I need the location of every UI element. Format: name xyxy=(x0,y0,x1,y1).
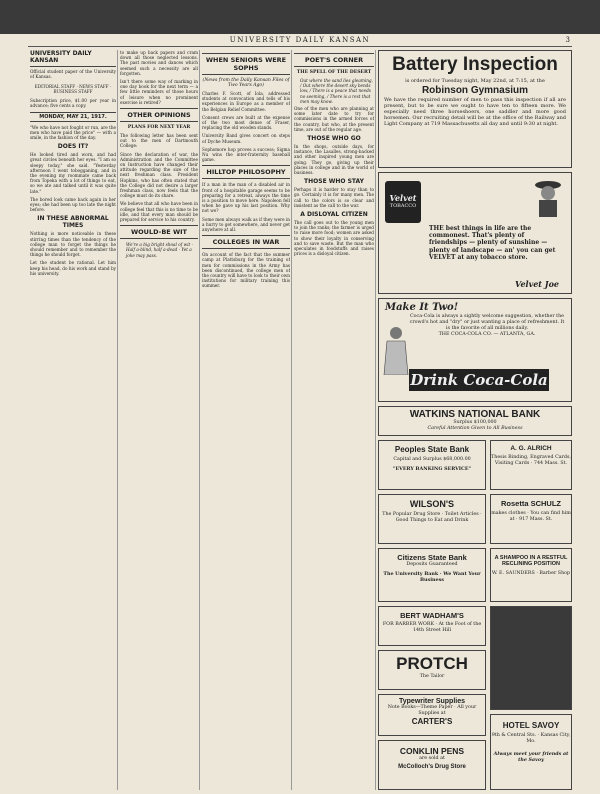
wadhams-line: FOR BARBER WORK · At the Foot of the 14th Street Hill xyxy=(382,622,482,633)
staff-list: EDITORIAL STAFF · NEWS STAFF · BUSINESS STAFF xyxy=(34,83,112,94)
conklin-line: are sold at xyxy=(419,756,445,761)
wadhams-title: BERT WADHAM'S xyxy=(400,611,464,620)
paragraph: On account of the fact that the summer camp at Plattsburg for the training of men for commissions in the Army has been discontinued, the college men of the country will have to look to their own institutions for military training this summer. xyxy=(202,252,290,289)
peoples-sub: "EVERY BANKING SERVICE" xyxy=(392,466,472,472)
paragraph: The bored look came back again in her eyes; she had been up too late the night before. xyxy=(30,196,116,213)
paragraph: In the shops, outside days, for instance, the Lasalles, strong-backed and other inspired young men are going. They go, giving up their places in college and in the world of business. xyxy=(294,144,374,176)
column-3 xyxy=(202,50,290,790)
typewriter-title: Typewriter Supplies xyxy=(399,698,465,705)
ads-area xyxy=(378,50,572,790)
headline-poets-corner: POET'S CORNER xyxy=(294,53,374,67)
paragraph: Isn't there some way of marking in one day book for the next term — a few little reminders of those hours of leisure when no prominent exercise is retired? xyxy=(120,79,198,105)
woman-illustration-icon xyxy=(383,325,409,375)
coke-banner: Drink Coca-Cola xyxy=(410,371,548,389)
issue-date: MONDAY, MAY 21, 1917. xyxy=(30,112,116,122)
battery-title: Battery Inspection xyxy=(392,54,558,75)
velvet-signature: Velvet Joe xyxy=(514,279,559,289)
conklin-pens-ad xyxy=(378,740,486,790)
headline-seniors-sophs: WHEN SENIORS WERE SOPHS xyxy=(202,53,290,75)
peoples-title: Peoples State Bank xyxy=(394,445,470,454)
savoy-line: 9th & Central Sts. · Kansas City, Mo. xyxy=(491,733,571,744)
watkins-sub: Careful Attention Given to All Business xyxy=(427,426,523,431)
photo-ad-dark xyxy=(490,606,572,710)
shampoo-ad xyxy=(490,548,572,602)
paragraph: The following letter has been sent out to the men of Dartmouth College: xyxy=(120,133,198,149)
paragraph: He looked tired and worn, and had great circles beneath her eyes. "I am so sleepy today," she said. "Yesterday afternoon I went tobogganing, and in the evening my roommate came back from Topeka with a lot of things to eat, so we ate and talked until it was quite late." xyxy=(30,152,116,194)
paragraph: Charles F. Scott, of Iola, addressed students at convocation and tells of his experiences in Europe as a member of the Belgian Relief Committee. xyxy=(202,91,290,112)
subscription-text: Subscription price, $1.00 per year in advance; five cents a copy. xyxy=(30,98,116,109)
peoples-bank-ad xyxy=(378,440,486,490)
typewriter-supplies-ad xyxy=(378,694,486,736)
poem: We're a big bright shoal of wit · Half a-blind, half a-dead · Yet a joke may pass. xyxy=(126,242,193,258)
poem: Out where the sand lies gleaming, / Out where the desert sky bends low, / There is a peace that needs no seeming, / There is a rest that men may know. xyxy=(300,78,373,104)
headline-those-who-stay: THOSE WHO STAY xyxy=(304,178,364,186)
dark-top-band xyxy=(0,0,600,34)
wadhams-barber-ad xyxy=(378,606,486,646)
wilsons-title: WILSON'S xyxy=(409,499,455,509)
subhead-plans: PLANS FOR NEXT YEAR xyxy=(127,125,191,131)
wilsons-line: The Popular Drug Store · Toilet Articles · Good Things to Eat and Drink xyxy=(382,512,482,523)
savoy-title: HOTEL SAVOY xyxy=(502,721,560,730)
battery-body: We have the required number of men to pass this inspection if all are present, but to be sure we ought to have ten to fifteen more. We especially need three horseshoers, one saddler and more good horsemen. Our recruiting detail will be at the office of the Railway and Light Company at 719 Massachusetts all day and until 9:30 at night. xyxy=(384,97,566,127)
coca-cola-ad xyxy=(378,298,572,402)
watkins-line: Surplus $100,000 xyxy=(453,420,497,425)
citizens-line: Deposits Guaranteed xyxy=(406,562,458,567)
nameplate: UNIVERSITY DAILY KANSAN xyxy=(30,50,116,67)
paragraph: Some men always walk as if they were in a hurry to get somewhere, and never get anywhere at all. xyxy=(202,216,290,233)
column-1 xyxy=(30,50,116,790)
schulz-line: makes clothes · You can find him at · 917 Mass. St. xyxy=(491,511,571,522)
shampoo-title: A SHAMPOO IN A RESTFUL RECLINING POSITION xyxy=(494,555,568,567)
running-head: UNIVERSITY DAILY KANSAN xyxy=(229,36,371,44)
coke-headline: Make It Two! xyxy=(385,302,459,313)
page-number: 3 xyxy=(565,36,570,44)
column-2 xyxy=(120,50,198,790)
conklin-sub: McColloch's Drug Store xyxy=(398,764,466,770)
headline-disloyal-citizen: A DISLOYAL CITIZEN xyxy=(300,211,368,219)
velvet-joe-portrait-icon xyxy=(533,177,563,217)
coke-company: THE COCA-COLA CO. — ATLANTA, GA. xyxy=(438,332,536,338)
watkins-bank-ad xyxy=(378,406,572,436)
headline-hilltop-philosophy: HILLTOP PHILOSOPHY xyxy=(202,165,290,179)
subhead-files: (News from the Daily Kansan Files of Two Years Ago) xyxy=(202,78,290,88)
battery-inspection-ad xyxy=(378,50,572,168)
protch-line: The Tailor xyxy=(419,674,445,679)
paragraph: University Band gives concert on steps of Dyche Museum. xyxy=(202,133,290,144)
peoples-line: Capital and Surplus $68,000.00 xyxy=(393,457,471,462)
column-divider xyxy=(375,50,376,790)
headline-those-who-go: THOSE WHO GO xyxy=(307,135,361,143)
headline-other-opinions: OTHER OPINIONS xyxy=(120,108,198,122)
tobacco-tin-icon: Velvet TOBACCO xyxy=(385,181,421,223)
coke-text: Coca-Cola is always a sightly welcome suggestion, whether the crowd's hot and "dry" or just wanting a place of refreshment. It is the favorite of all millions daily. xyxy=(409,314,565,331)
conklin-title: CONKLIN PENS xyxy=(399,746,465,756)
typewriter-sub: CARTER'S xyxy=(411,717,453,726)
protch-title: PROTCH xyxy=(396,654,468,673)
header-rule xyxy=(28,46,572,47)
paragraph: The call goes out to the young men to join the ranks; the farmer is urged to raise more food; women are asked to show their loyalty in conserving and to save waste. But the man who speculates in foodstuffs and raises prices is a disloyal citizen. xyxy=(294,220,374,257)
intro-text: Official student paper of the University of Kansas. xyxy=(30,69,116,80)
paragraph: Perhaps it is harder to stay than to go. Certainly it is for many men. The call to the colors is so clear and insistent as the call to the war. xyxy=(294,187,374,208)
alrich-ad xyxy=(490,440,572,490)
alrich-line: Thesis Binding, Engraved Cards, Visiting Cards · 744 Mass. St. xyxy=(491,455,571,466)
paragraph: "We who have not fought or run, are the men who have paid the price" — with a smile, in the fashion of the day. xyxy=(30,124,116,140)
savoy-sub: Always meet your friends at the Savoy xyxy=(493,751,569,763)
headline-abnormal-times: IN THESE ABNORMAL TIMES xyxy=(37,215,109,230)
battery-line: is ordered for Tuesday night, May 22nd, at 7:15, at the xyxy=(405,78,545,84)
citizens-bank-ad xyxy=(378,548,486,602)
velvet-tobacco-ad xyxy=(378,172,572,294)
battery-place: Robinson Gymnasium xyxy=(421,85,529,96)
paragraph: Nothing is more noticeable in these stirring times than the tendency of the college man to forget the things he should remember and to remember the things he should forget. xyxy=(30,231,116,258)
paragraph: One of the men who are planning at some later date to try for commissions in the armed forces of the country, but who, at the present time, are out of the regular age. xyxy=(294,106,374,132)
column-divider xyxy=(117,50,118,790)
paragraph: We believe that all who have been in college feel that this is no time to be idle, and that every man should be prepared for service to his country. xyxy=(120,201,198,223)
watkins-title: WATKINS NATIONAL BANK xyxy=(409,409,541,420)
schulz-ad xyxy=(490,494,572,544)
column-divider xyxy=(291,50,292,790)
paragraph: Let the student be rational. Let him keep his head, do his work and stand by his university. xyxy=(30,260,116,276)
alrich-title: A. G. ALRICH xyxy=(510,445,552,452)
velvet-copy: THE best things in life are the commonest. That's plenty of friendships — plenty of sunshine — plenty of landscape — an' you can get VELVET at any tobacco store. xyxy=(429,225,556,261)
citizens-sub: The University Bank · We Want Your Business xyxy=(383,571,481,583)
wilsons-ad xyxy=(378,494,486,544)
column-divider xyxy=(199,50,200,790)
column-4 xyxy=(294,50,374,790)
headline-does-it: DOES IT? xyxy=(57,143,89,151)
citizens-title: Citizens State Bank xyxy=(397,553,467,562)
paragraph: to make up back papers and cram down all those neglected lessons. The past movies and dances which seemed such a necessity are all forgotten. xyxy=(120,50,198,76)
poem-title: THE SPELL OF THE DESERT xyxy=(296,70,372,75)
paragraph: Sophomore hop proves a success; Sigma Nu wins the inter-fraternity baseball game. xyxy=(202,146,290,163)
paragraph: Since the declaration of war, the Administration and the Committee on Instruction have changed their attitude regarding the size of the next freshman class. President Hopkins, who has often stated that the College did not desire a larger freshman class, now feels that the college must do its share. xyxy=(120,151,198,199)
protch-tailor-ad xyxy=(378,650,486,690)
schulz-title: Rosetta SCHULZ xyxy=(500,499,561,508)
hotel-savoy-ad xyxy=(490,714,572,790)
paragraph: If a man in the man of a disabled air in front of a hospitable garage seems to be preparing for a retreat, always the time is a position to move here. Napoleon fell when he gave up his last position. Why not we? xyxy=(202,182,290,214)
shampoo-line: W. E. SAUNDERS · Barber Shop xyxy=(491,571,571,576)
paragraph: Consent crews are built at the expense of the two most dense of Fraser, replacing the old wooden stands. xyxy=(202,114,290,131)
headline-colleges-in-war: COLLEGES IN WAR xyxy=(202,235,290,249)
headline-would-be-wit: WOULD-BE WIT xyxy=(120,225,198,239)
typewriter-line: Note Books—Theme Paper · All your Supplies at xyxy=(387,705,477,716)
